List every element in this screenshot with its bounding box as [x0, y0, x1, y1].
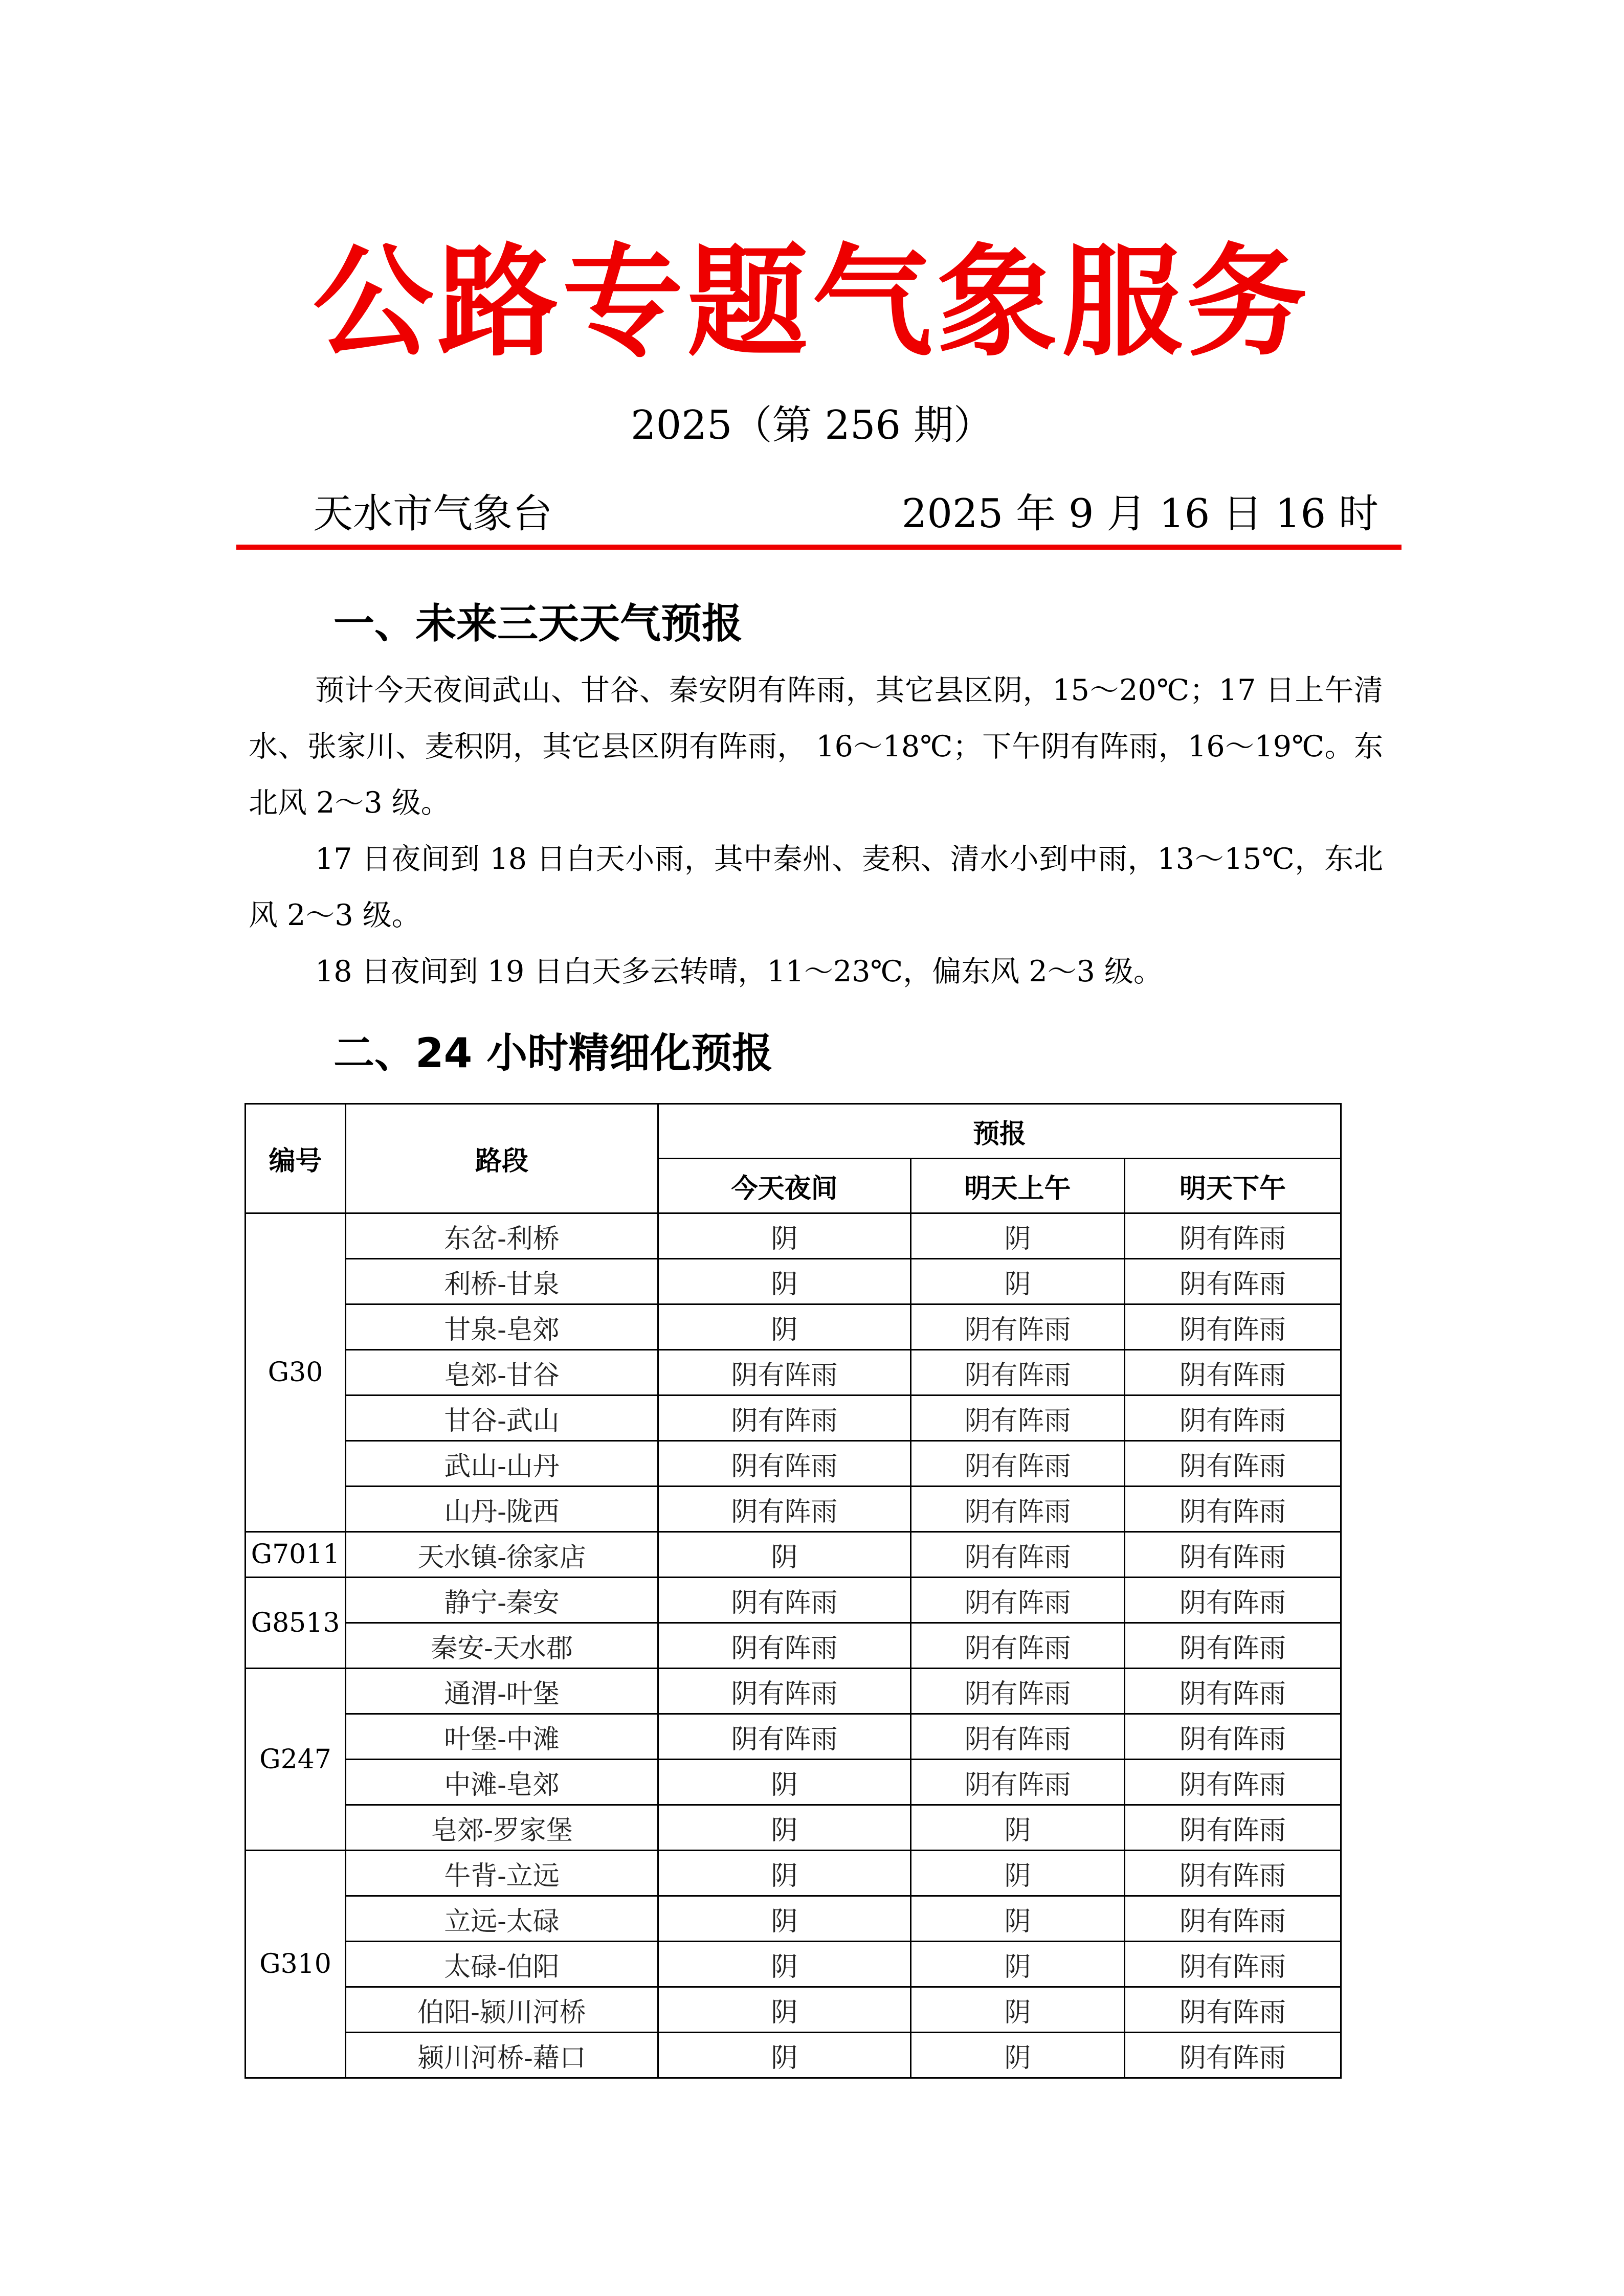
forecast-tonight: 阴 [658, 1760, 911, 1805]
table-row [246, 1395, 1341, 1441]
table-row [246, 1441, 1341, 1487]
forecast-tonight: 阴 [658, 1259, 911, 1304]
table-row [246, 1304, 1341, 1350]
road-segment: 甘泉-皂郊 [346, 1304, 658, 1350]
table-row [246, 1669, 1341, 1714]
table-row [246, 1760, 1341, 1805]
forecast-tomorrow-pm: 阴有阵雨 [1125, 1669, 1341, 1714]
road-segment: 甘谷-武山 [346, 1395, 658, 1441]
col-header-forecast: 预报 [658, 1104, 1341, 1159]
forecast-tonight: 阴有阵雨 [658, 1487, 911, 1532]
forecast-tomorrow-pm: 阴有阵雨 [1125, 1896, 1341, 1942]
forecast-tonight: 阴 [658, 1896, 911, 1942]
forecast-tomorrow-am: 阴有阵雨 [911, 1395, 1125, 1441]
road-segment: 皂郊-甘谷 [346, 1350, 658, 1395]
forecast-tomorrow-pm: 阴有阵雨 [1125, 1259, 1341, 1304]
forecast-tonight: 阴 [658, 1987, 911, 2033]
forecast-tomorrow-am: 阴 [911, 2033, 1125, 2078]
road-segment: 颍川河桥-藉口 [346, 2033, 658, 2078]
table-row [246, 1942, 1341, 1987]
forecast-tomorrow-pm: 阴有阵雨 [1125, 1760, 1341, 1805]
document-title: 公路专题气象服务 [313, 231, 1311, 373]
road-segment: 皂郊-罗家堡 [346, 1805, 658, 1851]
table-row [246, 1350, 1341, 1395]
forecast-paragraph: 17 日夜间到 18 日白天小雨，其中秦州、麦积、清水小到中雨，13～15℃，东北风 2～3 级。 [249, 842, 1383, 932]
forecast-paragraph: 18 日夜间到 19 日白天多云转晴，11～23℃，偏东风 2～3 级。 [315, 955, 1163, 988]
road-segment: 太碌-伯阳 [346, 1942, 658, 1987]
col-header-id: 编号 [246, 1104, 346, 1213]
header-divider [236, 545, 1401, 550]
forecast-tonight: 阴 [658, 2033, 911, 2078]
table-row [246, 2033, 1341, 2078]
table-row [246, 1532, 1341, 1578]
table-row [246, 1805, 1341, 1851]
road-id: G30 [246, 1213, 346, 1532]
table-row [246, 1578, 1341, 1623]
section-heading-detailed: 二、24 小时精细化预报 [333, 1029, 773, 1077]
forecast-tomorrow-am: 阴 [911, 1851, 1125, 1896]
forecast-tonight: 阴有阵雨 [658, 1578, 911, 1623]
forecast-tomorrow-am: 阴有阵雨 [911, 1669, 1125, 1714]
road-segment: 立远-太碌 [346, 1896, 658, 1942]
table-row [246, 1623, 1341, 1669]
road-segment: 通渭-叶堡 [346, 1669, 658, 1714]
forecast-tomorrow-pm: 阴有阵雨 [1125, 1714, 1341, 1760]
issue-number: 2025（第 256 期） [631, 402, 993, 448]
issue-date: 2025 年 9 月 16 日 16 时 [901, 491, 1378, 537]
forecast-tomorrow-am: 阴有阵雨 [911, 1714, 1125, 1760]
forecast-tonight: 阴有阵雨 [658, 1714, 911, 1760]
forecast-tomorrow-am: 阴 [911, 1259, 1125, 1304]
table-row [246, 1714, 1341, 1760]
section-heading-forecast: 一、未来三天天气预报 [333, 600, 743, 647]
road-segment: 天水镇-徐家店 [346, 1532, 658, 1578]
forecast-tonight: 阴 [658, 1805, 911, 1851]
road-segment: 中滩-皂郊 [346, 1760, 658, 1805]
table-row [246, 1487, 1341, 1532]
forecast-tomorrow-pm: 阴有阵雨 [1125, 1350, 1341, 1395]
col-header-tonight: 今天夜间 [658, 1159, 911, 1213]
table-row [246, 1259, 1341, 1304]
table-row [246, 1987, 1341, 2033]
forecast-tomorrow-am: 阴 [911, 1805, 1125, 1851]
road-segment: 秦安-天水郡 [346, 1623, 658, 1669]
forecast-tomorrow-pm: 阴有阵雨 [1125, 1805, 1341, 1851]
road-id: G8513 [246, 1578, 346, 1669]
road-segment: 东岔-利桥 [346, 1213, 658, 1259]
road-id: G7011 [246, 1532, 346, 1578]
forecast-tonight: 阴 [658, 1213, 911, 1259]
forecast-tonight: 阴有阵雨 [658, 1669, 911, 1714]
forecast-tonight: 阴有阵雨 [658, 1441, 911, 1487]
table-body [246, 1213, 1341, 2078]
forecast-paragraph: 预计今天夜间武山、甘谷、秦安阴有阵雨，其它县区阴，15～20℃；17 日上午清水、张家川、麦积阴，其它县区阴有阵雨， 16～18℃；下午阴有阵雨，16～19℃。东北风 2～3 级。 [249, 673, 1383, 820]
table-row [246, 1851, 1341, 1896]
road-segment: 静宁-秦安 [346, 1578, 658, 1623]
forecast-tomorrow-am: 阴 [911, 1987, 1125, 2033]
col-header-segment: 路段 [346, 1104, 658, 1213]
issuing-organization: 天水市气象台 [313, 491, 553, 537]
forecast-tomorrow-am: 阴有阵雨 [911, 1487, 1125, 1532]
forecast-tomorrow-pm: 阴有阵雨 [1125, 1942, 1341, 1987]
forecast-tomorrow-pm: 阴有阵雨 [1125, 1487, 1341, 1532]
col-header-tomorrow-pm: 明天下午 [1125, 1159, 1341, 1213]
forecast-tomorrow-am: 阴有阵雨 [911, 1532, 1125, 1578]
forecast-tonight: 阴有阵雨 [658, 1395, 911, 1441]
road-forecast-table [244, 1103, 1342, 2079]
road-segment: 利桥-甘泉 [346, 1259, 658, 1304]
forecast-tomorrow-pm: 阴有阵雨 [1125, 1532, 1341, 1578]
forecast-tomorrow-pm: 阴有阵雨 [1125, 1578, 1341, 1623]
forecast-tomorrow-am: 阴有阵雨 [911, 1350, 1125, 1395]
forecast-tomorrow-pm: 阴有阵雨 [1125, 1441, 1341, 1487]
forecast-tonight: 阴 [658, 1304, 911, 1350]
forecast-tomorrow-am: 阴 [911, 1896, 1125, 1942]
forecast-tomorrow-pm: 阴有阵雨 [1125, 1851, 1341, 1896]
road-segment: 山丹-陇西 [346, 1487, 658, 1532]
forecast-tonight: 阴有阵雨 [658, 1623, 911, 1669]
forecast-tomorrow-pm: 阴有阵雨 [1125, 1987, 1341, 2033]
road-segment: 武山-山丹 [346, 1441, 658, 1487]
forecast-tonight: 阴有阵雨 [658, 1350, 911, 1395]
forecast-tomorrow-am: 阴有阵雨 [911, 1441, 1125, 1487]
forecast-tomorrow-am: 阴有阵雨 [911, 1578, 1125, 1623]
forecast-tomorrow-pm: 阴有阵雨 [1125, 1395, 1341, 1441]
forecast-tomorrow-am: 阴 [911, 1942, 1125, 1987]
forecast-tomorrow-am: 阴有阵雨 [911, 1760, 1125, 1805]
forecast-tomorrow-pm: 阴有阵雨 [1125, 1304, 1341, 1350]
forecast-tonight: 阴 [658, 1532, 911, 1578]
forecast-tomorrow-pm: 阴有阵雨 [1125, 1623, 1341, 1669]
forecast-tomorrow-am: 阴有阵雨 [911, 1304, 1125, 1350]
forecast-tonight: 阴 [658, 1851, 911, 1896]
road-segment: 叶堡-中滩 [346, 1714, 658, 1760]
road-segment: 伯阳-颍川河桥 [346, 1987, 658, 2033]
table-row [246, 1213, 1341, 1259]
forecast-tomorrow-am: 阴 [911, 1213, 1125, 1259]
col-header-tomorrow-am: 明天上午 [911, 1159, 1125, 1213]
road-segment: 牛背-立远 [346, 1851, 658, 1896]
forecast-tomorrow-pm: 阴有阵雨 [1125, 1213, 1341, 1259]
forecast-tomorrow-pm: 阴有阵雨 [1125, 2033, 1341, 2078]
road-id: G310 [246, 1851, 346, 2078]
forecast-tonight: 阴 [658, 1942, 911, 1987]
table-row [246, 1896, 1341, 1942]
forecast-tomorrow-am: 阴有阵雨 [911, 1623, 1125, 1669]
road-id: G247 [246, 1669, 346, 1851]
